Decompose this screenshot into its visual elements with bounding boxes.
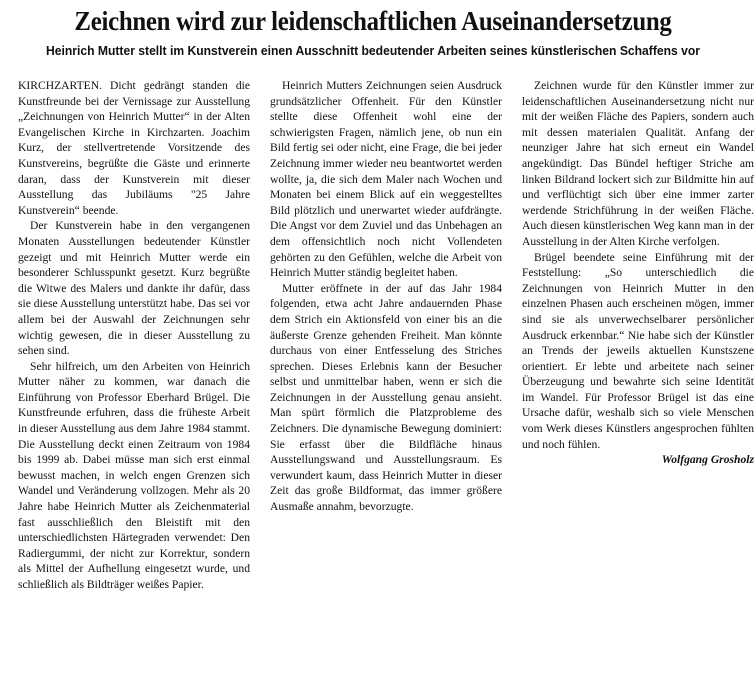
paragraph: Brügel beendete seine Einführung mit der Feststellung: „So unterschiedlich die Zeichnungen von Heinrich Mutter in den einzelnen Phasen auch erscheinen mögen, immer sind sie als unverwechselbarer persönlicher Ausdruck erkennbar.“ Nie habe sich der Künstler an Trends der jeweils aktuellen Kunstszene orientiert. Er lebte und arbeitete nach seiner Überzeugung und bewahrte sich seine Identität im Wandel. Für Professor Brügel ist das eine Ursache dafür, weshalb sich so viele Menschen vom Werk dieses Künstlers angesprochen fühlten und noch fühlen. bbox=[522, 250, 754, 451]
paragraph: Der Kunstverein habe in den vergangenen Monaten Ausstellungen bedeutender Künstler gezeigt und mit Heinrich Mutter werde ein besonderer Schlusspunkt gesetzt. Kurz begrüßte die Witwe des Malers und dankte ihr dafür, dass sie diese Ausstellung unterstützt habe. Das sei vor allem bei der Auswahl der Zeichnungen sehr wichtig gewesen, die in dieser Ausstellung zu sehen sind. bbox=[18, 219, 250, 358]
article-body bbox=[18, 78, 754, 593]
paragraph: Zeichnen wurde für den Künstler immer zur leidenschaftlichen Auseinandersetzung nicht nur mit der weißen Fläche des Papiers, sondern auch mit dessen materialen Qualität. Anfang der neunziger Jahre hat sich erneut ein Wandel angekündigt. Das Bündel heftiger Striche am linken Bildrand lockert sich zur Bildmitte hin auf und verflüchtigt sich über eine immer zarter werdende Strichführung in der weißen Fläche. Auch diesen künstlerischen Weg kann man in der Ausstellung in der Alten Kirche verfolgen. bbox=[522, 79, 754, 248]
paragraph: Sehr hilfreich, um den Arbeiten von Heinrich Mutter näher zu kommen, war danach die Einführung von Professor Eberhard Brügel. Die Kunstfreunde erfuhren, dass die früheste Arbeit in dieser Ausstellung aus dem Jahre 1984 stammt. Die Ausstellung deckt einen Zeitraum von 1984 bis 1999 ab. Dabei müsse man sich erst einmal bewusst machen, in welch engen Grenzen sich Wandel und Veränderung vollzogen. Mehr als 20 Jahre habe Heinrich Mutter als Zeichenmaterial fast ausschließlich den Bleistift mit den unterschiedlichsten Härtegraden verwendet: Den Radiergummi, der nicht zur Korrektur, sondern als Mittel der Aufhellung eingesetzt wurde, und schließlich als Bildträger weißes Papier. bbox=[18, 359, 250, 591]
paragraph: Heinrich Mutters Zeichnungen seien Ausdruck grundsätzlicher Offenheit. Für den Künstler stellte diese Offenheit wohl eine der schwierigsten Fragen, nämlich jene, ob nun ein Bild fertig sei oder nicht, eine Frage, die bei jeder Zeichnung immer wieder neu beantwortet werden wollte, ja, die sich dem Maler nach Wochen und Monaten bei einem Blick auf ein weggestelltes Bild plötzlich und unerwartet wieder aufdrängte. Die Angst vor dem Zuviel und das Unbehagen an dem offensichtlich noch nicht Vollendeten gehörten zu den Gefühlen, welche die Arbeit von Heinrich Mutter ständig begleitet haben. bbox=[270, 79, 502, 280]
column-2 bbox=[270, 78, 502, 593]
headline: Zeichnen wird zur leidenschaftlichen Auseinandersetzung bbox=[74, 6, 672, 36]
subheadline: Heinrich Mutter stellt im Kunstverein einen Ausschnitt bedeutender Arbeiten seines künstlerischen Schaffens vor bbox=[45, 44, 701, 58]
paragraph: KIRCHZARTEN. Dicht gedrängt standen die Kunstfreunde bei der Vernissage zur Ausstellung „Zeichnungen von Heinrich Mutter“ in der Alten Evangelischen Kirche in Kirchzarten. Joachim Kurz, der stellvertretende Vorsitzende des Kunstvereins, begrüßte die Gäste und erinnerte daran, dass der Kunstverein mit dieser Ausstellung das Jubiläums "25 Jahre Kunstverein“ beende. bbox=[18, 79, 250, 217]
column-3 bbox=[522, 78, 754, 593]
column-1 bbox=[18, 78, 250, 593]
author-byline: Wolfgang Grosholz bbox=[661, 453, 754, 467]
paragraph: Mutter eröffnete in der auf das Jahr 1984 folgenden, etwa acht Jahre andauernden Phase dem Strich ein Aktionsfeld von einer bis an die äußerste Grenze gehenden Freiheit. Man könnte durchaus von einer Entfesselung des Striches sprechen. Dieses Erlebnis kann der Besucher selbst und unmittelbar haben, wenn er sich die Zeichnungen in der Ausstellung genau ansieht. Man spürt förmlich die Platzprobleme des Zeichners. Die dynamische Bewegung dominiert: Sie erfasst über die Bildfläche hinaus Ausstellungswand und Ausstellungsraum. Es verwundert kaum, dass Heinrich Mutter in dieser Zeit das große Bildformat, das immer größere Ausmaße annahm, bevorzugte. bbox=[270, 281, 502, 514]
